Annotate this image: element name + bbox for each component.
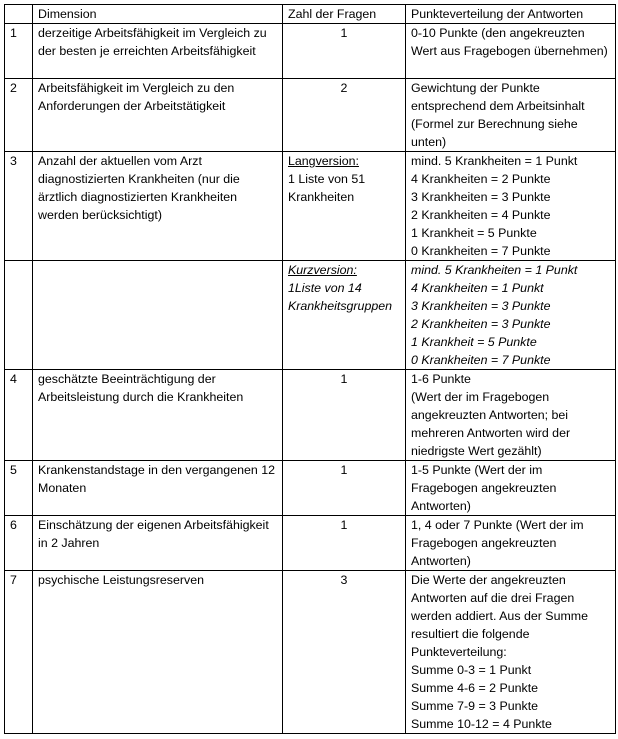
wai-dimensions-table — [4, 4, 616, 734]
row-points: 1-5 Punkte (Wert der im Fragebogen angekreuzten Antworten) — [406, 461, 616, 516]
row-dimension: Krankenstandstage in den vergangenen 12 Monaten — [33, 461, 283, 516]
row-dimension: Anzahl der aktuellen vom Arzt diagnostizierten Krankheiten (nur die ärztlich diagnostizierten Krankheiten werden berücksichtigt) — [33, 152, 283, 261]
row-dimension: derzeitige Arbeitsfähigkeit im Vergleich zu der besten je erreichten Arbeitsfähigkeit — [33, 24, 283, 79]
points-line: 2 Krankheiten = 4 Punkte — [411, 208, 551, 222]
points-intro: Die Werte der angekreuzten Antworten auf die drei Fragen werden addiert. Aus der Summe resultiert die folgende Punkteverteilung: — [411, 573, 589, 659]
row-dimension — [33, 261, 283, 370]
row-questions: 1 — [283, 461, 406, 516]
row-dimension: geschätzte Beeinträchtigung der Arbeitsleistung durch die Krankheiten — [33, 370, 283, 461]
row-questions: 1 — [283, 516, 406, 571]
row-num — [5, 261, 33, 370]
short-version-list: 1Liste von 14 Krankheitsgruppen — [288, 281, 393, 313]
header-points: Punkteverteilung der Antworten — [406, 5, 616, 24]
points-line: 4 Krankheiten = 2 Punkte — [411, 172, 551, 186]
long-version-list: 1 Liste von 51 Krankheiten — [288, 172, 366, 204]
row-num: 2 — [5, 79, 33, 152]
points-range: 1-6 Punkte — [411, 372, 471, 386]
row-questions — [283, 261, 406, 370]
points-line: Summe 0-3 = 1 Punkt — [411, 663, 532, 677]
points-line: Summe 4-6 = 2 Punkte — [411, 681, 539, 695]
row-dimension: Einschätzung der eigenen Arbeitsfähigkeit in 2 Jahren — [33, 516, 283, 571]
points-line: mind. 5 Krankheiten = 1 Punkt — [411, 263, 578, 277]
points-line: 0 Krankheiten = 7 Punkte — [411, 244, 551, 258]
row-points — [406, 261, 616, 370]
table-row — [5, 24, 616, 79]
points-line: 1 Krankheit = 5 Punkte — [411, 226, 537, 240]
row-points — [406, 571, 616, 734]
table-header-row — [5, 5, 616, 24]
row-num: 4 — [5, 370, 33, 461]
table-row — [5, 79, 616, 152]
short-version-title: Kurzversion: — [288, 263, 357, 277]
row-dimension: psychische Leistungsreserven — [33, 571, 283, 734]
row-questions: 3 — [283, 571, 406, 734]
row-questions: 1 — [283, 24, 406, 79]
table-row — [5, 461, 616, 516]
row-questions: 1 — [283, 370, 406, 461]
header-num — [5, 5, 33, 24]
row-num: 5 — [5, 461, 33, 516]
points-line: 3 Krankheiten = 3 Punkte — [411, 299, 551, 313]
row-points: 0-10 Punkte (den angekreuzten Wert aus Fragebogen übernehmen) — [406, 24, 616, 79]
row-questions: 2 — [283, 79, 406, 152]
row-points — [406, 152, 616, 261]
long-version-title: Langversion: — [288, 154, 359, 168]
points-line: 4 Krankheiten = 1 Punkt — [411, 281, 544, 295]
table-row — [5, 370, 616, 461]
table-row — [5, 571, 616, 734]
header-questions: Zahl der Fragen — [283, 5, 406, 24]
row-points: 1, 4 oder 7 Punkte (Wert der im Fragebogen angekreuzten Antworten) — [406, 516, 616, 571]
points-line: 1 Krankheit = 5 Punkte — [411, 335, 537, 349]
row-dimension: Arbeitsfähigkeit im Vergleich zu den Anforderungen der Arbeitstätigkeit — [33, 79, 283, 152]
table-row — [5, 152, 616, 261]
row-points — [406, 370, 616, 461]
points-line: 3 Krankheiten = 3 Punkte — [411, 190, 551, 204]
table-row — [5, 516, 616, 571]
row-num: 7 — [5, 571, 33, 734]
table-row — [5, 261, 616, 370]
points-line: 2 Krankheiten = 3 Punkte — [411, 317, 551, 331]
row-questions — [283, 152, 406, 261]
row-points: Gewichtung der Punkte entsprechend dem Arbeitsinhalt (Formel zur Berechnung siehe unten) — [406, 79, 616, 152]
points-line: Summe 10-12 = 4 Punkte — [411, 717, 552, 731]
points-line: Summe 7-9 = 3 Punkte — [411, 699, 539, 713]
row-num: 6 — [5, 516, 33, 571]
points-line: mind. 5 Krankheiten = 1 Punkt — [411, 154, 578, 168]
row-num: 3 — [5, 152, 33, 261]
header-dimension: Dimension — [33, 5, 283, 24]
points-note: (Wert der im Fragebogen angekreuzten Antworten; bei mehreren Antworten wird der niedrigste Wert gezählt) — [411, 390, 571, 458]
row-num: 1 — [5, 24, 33, 79]
points-line: 0 Krankheiten = 7 Punkte — [411, 353, 551, 367]
